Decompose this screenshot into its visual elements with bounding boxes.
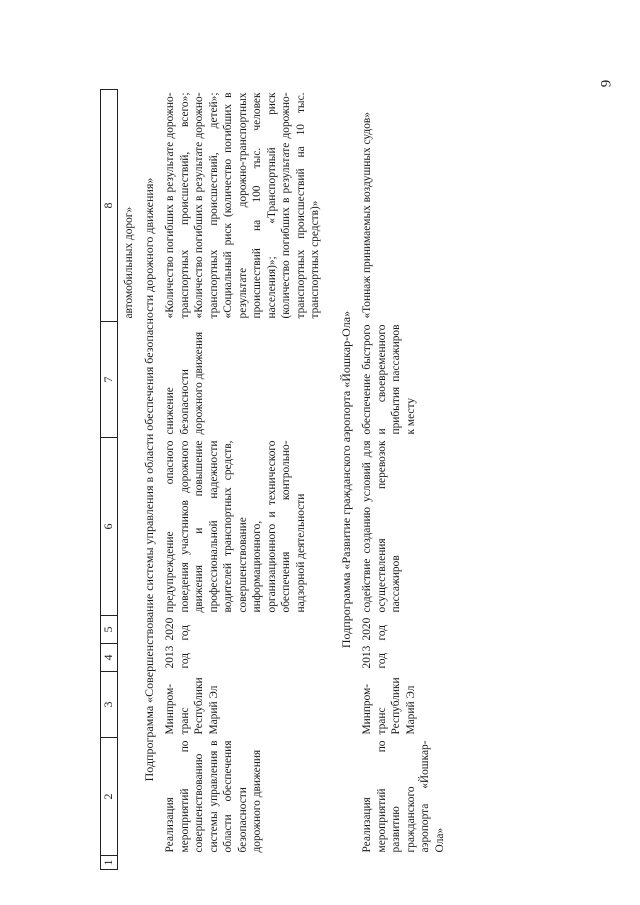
subprogram2-end-year: 2020 год (361, 617, 388, 641)
subprogram1-consequence: снижение безопасности дорожного движения (164, 331, 205, 435)
header-col-3: 3 (101, 672, 118, 738)
subprogram2-title-row (325, 90, 359, 870)
rotated-table-page (100, 90, 640, 870)
header-col-6: 6 (101, 438, 118, 616)
subprogram2-row (358, 90, 449, 870)
header-col-5: 5 (101, 616, 118, 644)
header-col-4: 4 (101, 644, 118, 672)
subprogram1-executor: Минпром-транс Республики Марий Эл (164, 677, 220, 735)
continued-row (118, 90, 139, 870)
header-col-7: 7 (101, 322, 118, 438)
continued-indicator-text: автомобильных дорог» (123, 206, 135, 319)
subprogram2-executor: Минпром-транс Республики Марий Эл (361, 677, 417, 735)
subprogram2-title: Подпрограмма «Развитие гражданского аэропорта «Йошкар-Ола» (338, 310, 353, 649)
subprogram1-end-year: 2020 год (164, 617, 191, 641)
subprogram1-indicators: «Количество погибших в результате дорожно-транспортных происшествий, всего»; «Количество погибших в результате дорожно-транспортных происшествий, детей»; «Социальный риск (количество погибших в результате дорожно-транспортных происшествий на 100 тыс. человек населения)»; «Транспортный риск (количество погибших в результате дорожно-транспортных происшествий на 10 тыс. транспортных средств)» (164, 92, 321, 319)
page-number: 9 (597, 79, 614, 88)
subprogram2-start-year: 2013 год (361, 645, 388, 669)
header-col-1: 1 (101, 856, 118, 870)
header-col-2: 2 (101, 738, 118, 856)
subprogram1-row (161, 90, 325, 870)
subprogram2-result: содействие созданию условий для осуществления перевозок пассажиров (361, 440, 402, 613)
subprogram2-measure: Реализация мероприятий по развитию гражданского аэропорта «Йошкар-Ола» (361, 740, 446, 853)
subprogram1-measure: Реализация мероприятий по совершенствованию системы управления в области обеспечения безопасности дорожного движения (164, 740, 263, 853)
subprogram2-consequence: обеспечение быстрого и своевременного прибытия пассажиров к месту (361, 324, 417, 435)
subprogram2-indicators: «Тоннаж принимаемых воздушных судов» (361, 112, 373, 319)
subprogram1-start-year: 2013 год (164, 645, 191, 669)
header-row (101, 90, 118, 870)
subprogram1-result: предупреждение опасного поведения участников дорожного движения и повышение профессиональной надежности водителей транспортных средств, совершенствование информационного, организационного и технического обеспечения контрольно-надзорной деятельности (164, 440, 307, 613)
subprogram1-title-row (139, 90, 162, 870)
header-col-8: 8 (101, 90, 118, 322)
program-table (100, 89, 449, 870)
subprogram1-title: Подпрограмма «Совершенствование системы управления в области обеспечения безопасности дорожного движения» (141, 177, 156, 782)
